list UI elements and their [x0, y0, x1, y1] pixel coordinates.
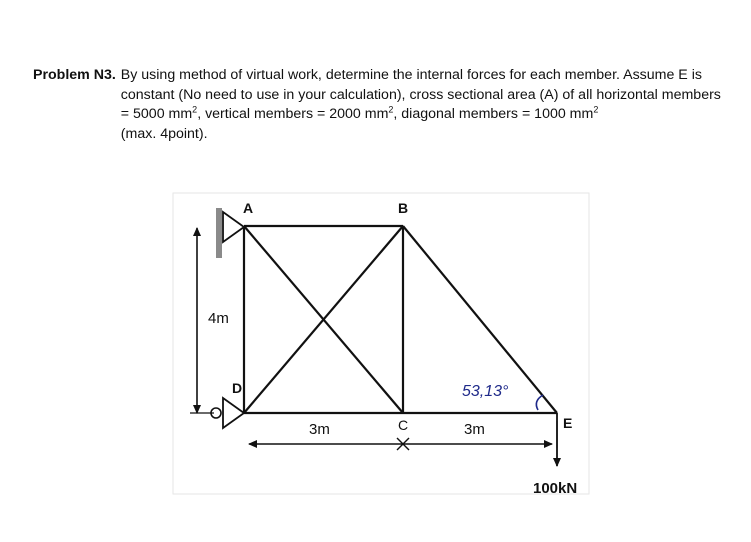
problem-text-part-2: , vertical members = 2000 mm	[197, 106, 389, 122]
node-label-A: A	[243, 200, 254, 216]
node-label-C: C	[398, 417, 409, 433]
figure-panel	[173, 193, 589, 494]
wall-hatch	[216, 208, 222, 258]
sup-3: 2	[593, 104, 599, 115]
node-label-B: B	[398, 200, 409, 216]
node-label-D: D	[232, 380, 243, 396]
problem-label: Problem N3.	[33, 67, 116, 83]
problem-text-part-4: (max. 4point).	[120, 125, 208, 142]
sup-2: 2	[388, 104, 394, 115]
span-left-label: 3m	[309, 421, 330, 438]
problem-text-part-3: , diagonal members = 1000 mm	[393, 106, 594, 122]
load-label: 100kN	[533, 480, 578, 497]
sup-1: 2	[192, 104, 198, 115]
problem-text-part-1: By using method of virtual work, determine the internal forces for each member. Assume E is constant (No need to use in your calculation), cross sectional area (A) of all horizontal members = 5000 mm	[120, 67, 721, 122]
angle-annotation: 53,13°	[462, 383, 509, 400]
node-label-E: E	[563, 415, 573, 431]
span-right-label: 3m	[464, 421, 485, 438]
height-label: 4m	[208, 310, 229, 327]
